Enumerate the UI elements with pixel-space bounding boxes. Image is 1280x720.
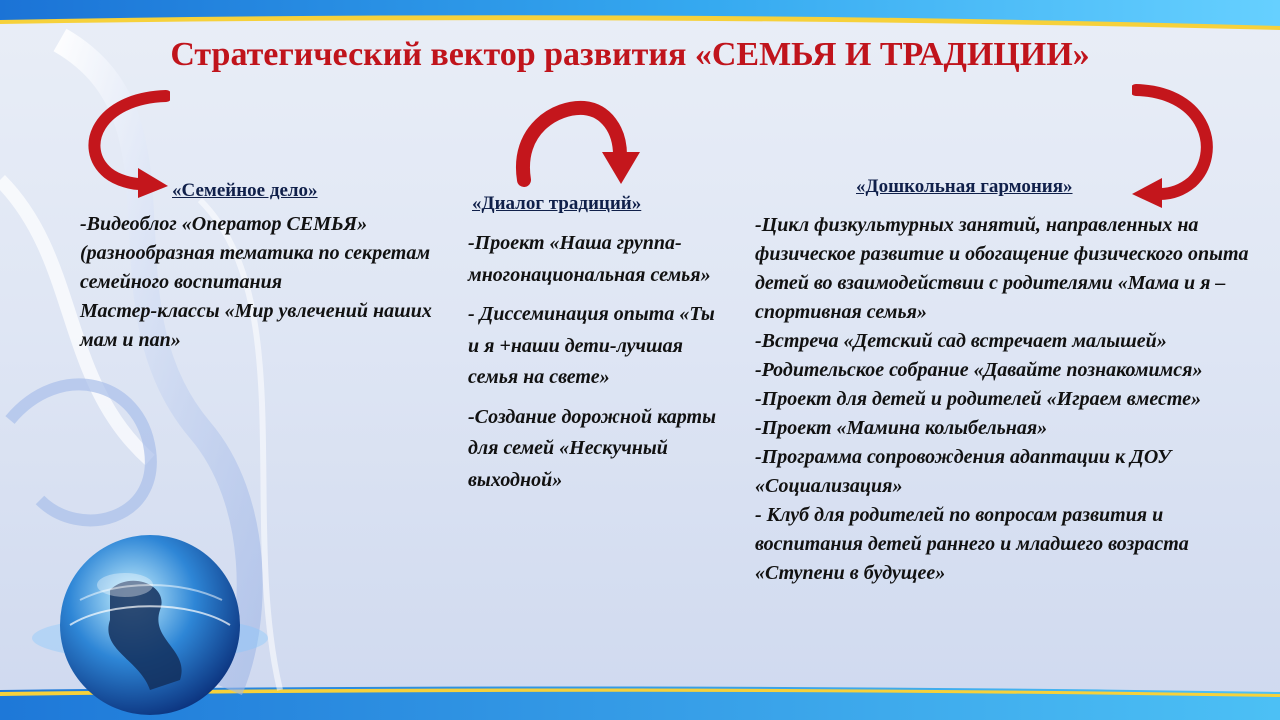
column-heading-preschool-harmony: «Дошкольная гармония» — [856, 176, 1073, 197]
curved-arrow-right-icon — [1132, 84, 1222, 210]
slide-title: Стратегический вектор развития «СЕМЬЯ И ТРАДИЦИИ» — [170, 36, 1090, 73]
list-item: -Проект «Мамина колыбельная» — [755, 417, 1048, 439]
column-heading-family-business: «Семейное дело» — [172, 180, 318, 201]
column-text-preschool-harmony — [755, 211, 1255, 588]
column-heading-dialog-traditions: «Диалог традиций» — [472, 193, 642, 214]
column-text-dialog-traditions — [468, 228, 718, 504]
list-item: - Клуб для родителей по вопросам развития и воспитания детей раннего и младшего возраста «Ступени в будущее» — [755, 504, 1189, 584]
list-item: -Видеоблог «Оператор СЕМЬЯ» (разнообразная тематика по секретам семейного воспитания — [80, 213, 431, 293]
list-item: -Проект для детей и родителей «Играем вместе» — [755, 388, 1201, 410]
list-item: -Цикл физкультурных занятий, направленных на физическое развитие и обогащение физического опыта детей во взаимодействии с родителями «Мама и я – спортивная семья» — [755, 214, 1249, 323]
column-text-family-business — [80, 210, 440, 355]
curved-arrow-left-icon — [78, 88, 170, 198]
list-item: -Проект «Наша группа-многонациональная семья» — [468, 232, 711, 286]
list-item: -Создание дорожной карты для семей «Нескучный выходной» — [468, 405, 716, 491]
curved-arrow-center-icon — [506, 100, 642, 188]
list-item: -Встреча «Детский сад встречает малышей» — [755, 330, 1167, 352]
list-item: -Родительское собрание «Давайте познакомимся» — [755, 359, 1203, 381]
list-item: -Программа сопровождения адаптации к ДОУ «Социализация» — [755, 446, 1172, 497]
list-item: - Диссеминация опыта «Ты и я +наши дети-лучшая семья на свете» — [468, 303, 715, 388]
list-item: Мастер-классы «Мир увлечений наших мам и пап» — [80, 300, 432, 351]
